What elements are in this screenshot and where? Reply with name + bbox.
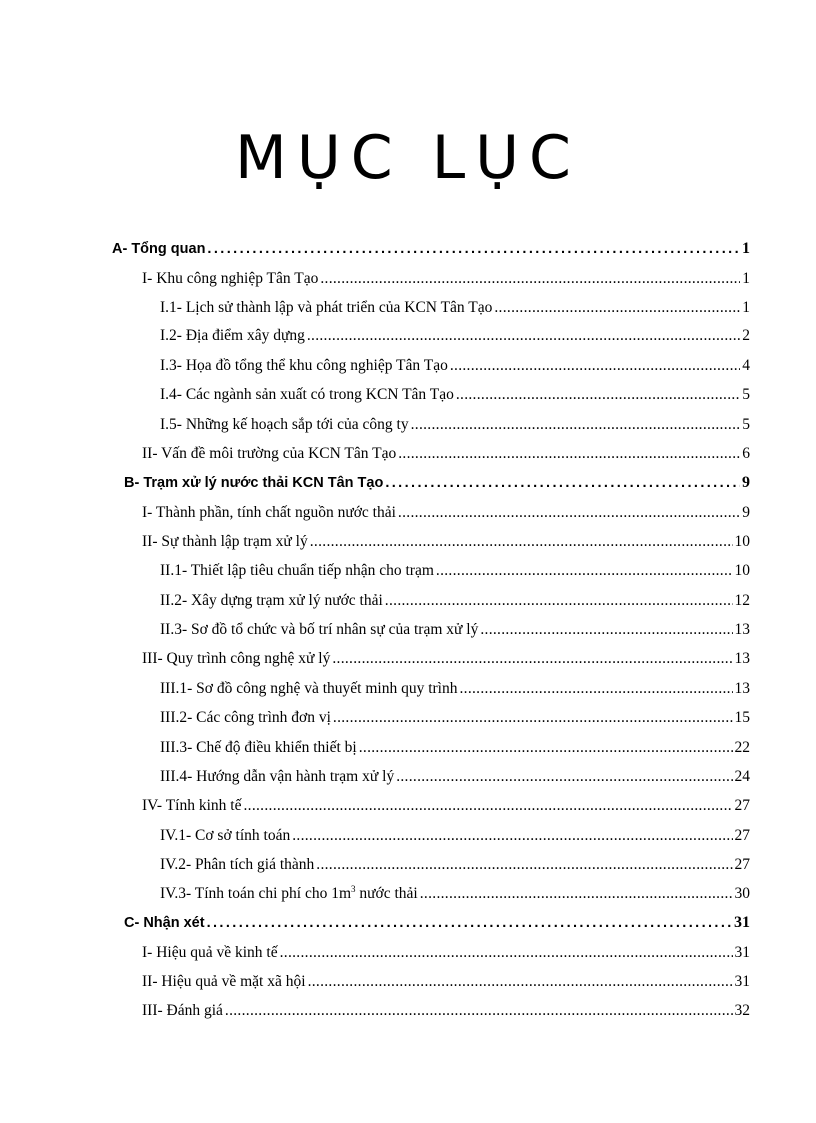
toc-entry-title xyxy=(160,883,418,905)
toc-entry[interactable] xyxy=(160,766,750,788)
toc-leader-dots xyxy=(359,737,733,759)
toc-entry-title: II- Sự thành lập trạm xử lý xyxy=(142,533,308,550)
toc-entry-title: II- Vấn đề môi trường của KCN Tân Tạo xyxy=(142,445,397,462)
toc-entry-page: 30 xyxy=(734,885,750,902)
toc-entry[interactable] xyxy=(160,414,750,436)
toc-leader-dots xyxy=(307,325,740,347)
toc-entry-page: 5 xyxy=(742,416,750,433)
toc-entry-page: 13 xyxy=(734,680,750,697)
toc-entry-page: 9 xyxy=(742,504,750,521)
toc-leader-dots xyxy=(310,531,733,553)
toc-entry-page: 15 xyxy=(734,709,750,726)
toc-entry-title: I- Khu công nghiệp Tân Tạo xyxy=(142,270,319,287)
toc-leader-dots xyxy=(494,297,740,319)
toc-entry-title-part: IV.3- Tính toán chi phí cho 1m xyxy=(160,885,352,902)
toc-leader-dots xyxy=(207,238,740,260)
toc-leader-dots xyxy=(280,942,733,964)
toc-entry-title: C- Nhận xét xyxy=(124,915,205,931)
toc-entry-title: B- Trạm xử lý nước thải KCN Tân Tạo xyxy=(124,475,384,491)
toc-entry-page: 24 xyxy=(734,768,750,785)
toc-entry-title: I- Hiệu quả về kinh tế xyxy=(142,944,278,961)
toc-leader-dots xyxy=(308,971,733,993)
toc-leader-dots xyxy=(243,795,732,817)
toc-entry-page: 1 xyxy=(742,270,750,287)
toc-leader-dots xyxy=(385,590,733,612)
toc-entry-page: 4 xyxy=(742,357,750,374)
toc-leader-dots xyxy=(398,502,740,524)
toc-entry[interactable] xyxy=(160,590,750,612)
toc-entry[interactable] xyxy=(142,971,750,993)
toc-entry-title: I.1- Lịch sử thành lập và phát triển của KCN Tân Tạo xyxy=(160,299,493,316)
toc-leader-dots xyxy=(456,384,740,406)
toc-entry[interactable] xyxy=(160,825,750,847)
toc-entry-title: II.1- Thiết lập tiêu chuẩn tiếp nhận cho trạm xyxy=(160,562,434,579)
toc-entry-page: 6 xyxy=(742,445,750,462)
toc-entry[interactable] xyxy=(160,678,750,700)
toc-entry[interactable] xyxy=(124,912,750,934)
toc-leader-dots xyxy=(420,883,733,905)
toc-entry-title: III- Quy trình công nghệ xử lý xyxy=(142,650,331,667)
toc-leader-dots xyxy=(292,825,732,847)
toc-entry[interactable] xyxy=(160,384,750,406)
toc-entry-page: 31 xyxy=(734,914,750,931)
toc-leader-dots xyxy=(332,648,732,670)
toc-entry[interactable] xyxy=(160,854,750,876)
toc-entry-page: 2 xyxy=(742,327,750,344)
toc-entry-page: 31 xyxy=(734,973,750,990)
toc-entry-title: I.5- Những kế hoạch sắp tới của công ty xyxy=(160,416,409,433)
toc-entry-title: IV.1- Cơ sở tính toán xyxy=(160,827,291,844)
toc-leader-dots xyxy=(385,472,740,494)
toc-entry-title: I.3- Họa đồ tổng thể khu công nghiệp Tân Tạo xyxy=(160,357,448,374)
toc-entry[interactable] xyxy=(142,443,750,465)
toc-entry-page: 31 xyxy=(734,944,750,961)
toc-entry[interactable] xyxy=(142,531,750,553)
toc-entry-title: III.1- Sơ đồ công nghệ và thuyết minh quy trình xyxy=(160,680,458,697)
toc-entry[interactable] xyxy=(142,502,750,524)
toc-entry-page: 27 xyxy=(734,827,750,844)
toc-entry-page: 32 xyxy=(734,1002,750,1019)
toc-entry-title: I.2- Địa điểm xây dựng xyxy=(160,327,305,344)
toc-entry[interactable] xyxy=(160,619,750,641)
toc-entry-title: III.2- Các công trình đơn vị xyxy=(160,709,331,726)
toc-entry-title: I.4- Các ngành sản xuất có trong KCN Tân Tạo xyxy=(160,386,454,403)
toc-leader-dots xyxy=(436,560,733,582)
toc-entry[interactable] xyxy=(160,737,750,759)
toc-entry-title: I- Thành phần, tính chất nguồn nước thải xyxy=(142,504,396,521)
toc-entry-page: 13 xyxy=(734,621,750,638)
toc-entry-page: 10 xyxy=(734,533,750,550)
toc-entry-page: 27 xyxy=(734,797,750,814)
toc-entry-title: III- Đánh giá xyxy=(142,1002,223,1019)
page-title: MỤC LỤC xyxy=(235,123,581,193)
toc-leader-dots xyxy=(450,355,740,377)
toc-entry-page: 27 xyxy=(734,856,750,873)
toc-entry-title: II.3- Sơ đồ tổ chức và bố trí nhân sự của trạm xử lý xyxy=(160,621,479,638)
toc-leader-dots xyxy=(320,268,740,290)
toc-entry[interactable] xyxy=(160,707,750,729)
toc-entry[interactable] xyxy=(124,472,750,494)
toc-entry-page: 13 xyxy=(734,650,750,667)
toc-entry[interactable] xyxy=(160,883,750,905)
toc-entry[interactable] xyxy=(160,355,750,377)
toc-entry-title: II.2- Xây dựng trạm xử lý nước thải xyxy=(160,592,383,609)
toc-entry-title: IV.2- Phân tích giá thành xyxy=(160,856,315,873)
toc-leader-dots xyxy=(398,443,740,465)
toc-entry-page: 1 xyxy=(742,240,750,257)
toc-entry-page: 5 xyxy=(742,386,750,403)
toc-entry-page: 12 xyxy=(734,592,750,609)
toc-entry[interactable] xyxy=(142,268,750,290)
superscript: 3 xyxy=(351,883,356,894)
toc-entry-page: 10 xyxy=(734,562,750,579)
toc-entry-title: II- Hiệu quả về mặt xã hội xyxy=(142,973,306,990)
toc-leader-dots xyxy=(396,766,732,788)
toc-leader-dots xyxy=(333,707,733,729)
toc-leader-dots xyxy=(316,854,732,876)
toc-entry[interactable] xyxy=(160,297,750,319)
toc-entry[interactable] xyxy=(160,560,750,582)
toc-entry-title: IV- Tính kinh tế xyxy=(142,797,242,814)
toc-entry-title: III.4- Hướng dẫn vận hành trạm xử lý xyxy=(160,768,395,785)
toc-entry[interactable] xyxy=(142,648,750,670)
toc-leader-dots xyxy=(207,912,732,934)
toc-entry[interactable] xyxy=(142,795,750,817)
toc-leader-dots xyxy=(225,1000,733,1022)
toc-entry[interactable] xyxy=(112,238,750,260)
toc-entry-title-part: nước thải xyxy=(355,885,418,902)
toc-entry-page: 9 xyxy=(742,474,750,491)
toc-entry[interactable] xyxy=(142,942,750,964)
toc-entry-page: 22 xyxy=(734,739,750,756)
toc-entry-title: A- Tổng quan xyxy=(112,241,206,257)
toc-leader-dots xyxy=(459,678,732,700)
toc-entry[interactable] xyxy=(160,325,750,347)
toc-leader-dots xyxy=(411,414,741,436)
toc-entry-title: III.3- Chế độ điều khiển thiết bị xyxy=(160,739,357,756)
toc-leader-dots xyxy=(480,619,732,641)
toc-entry[interactable] xyxy=(142,1000,750,1022)
toc-entry-page: 1 xyxy=(742,299,750,316)
